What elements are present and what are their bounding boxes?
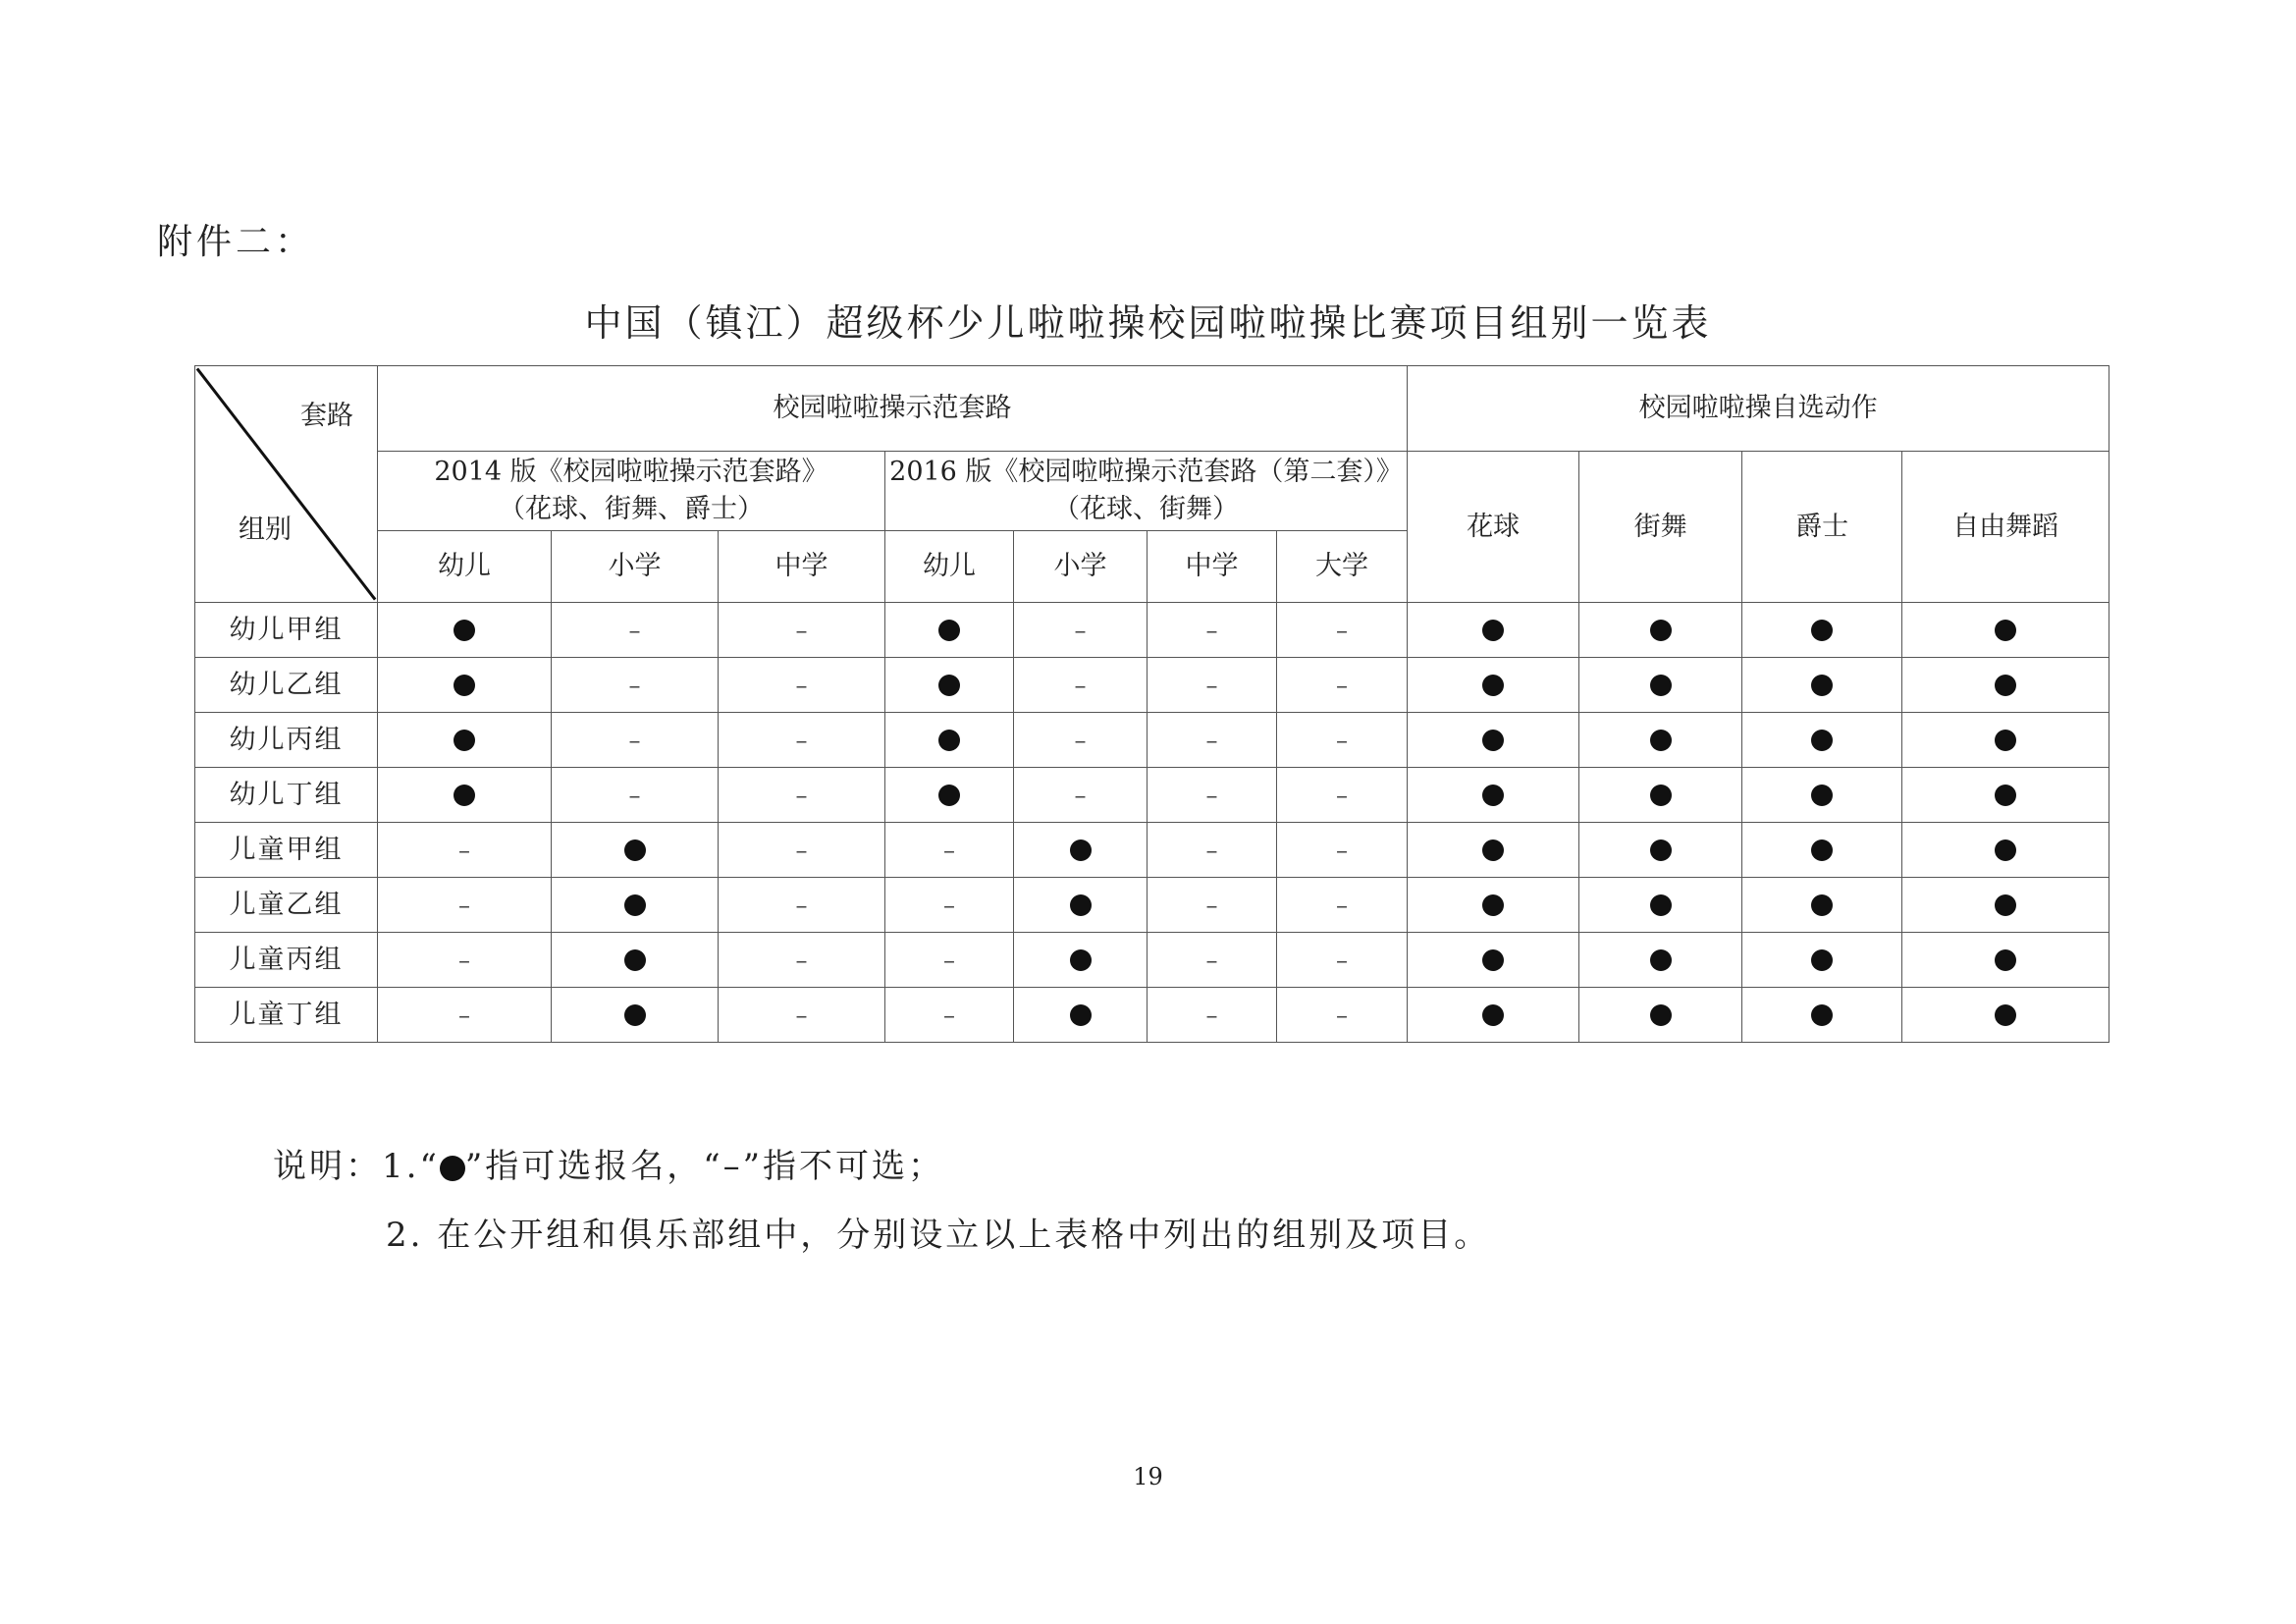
unavailable-cell	[1148, 823, 1277, 878]
available-dot-icon	[1650, 894, 1672, 916]
available-dot-icon	[1070, 949, 1092, 971]
available-dot-icon	[1995, 1004, 2016, 1026]
available-cell	[1014, 823, 1148, 878]
header-2016-university: 大学	[1277, 531, 1408, 603]
unavailable-dash: –	[1336, 946, 1349, 974]
available-dot-icon	[1482, 785, 1504, 806]
available-dot-icon	[1811, 1004, 1833, 1026]
available-dot-icon	[1482, 894, 1504, 916]
unavailable-dash: –	[628, 671, 641, 699]
available-dot-icon	[624, 894, 646, 916]
unavailable-cell	[1014, 603, 1148, 658]
available-dot-icon	[938, 675, 960, 696]
available-dot-icon	[1482, 675, 1504, 696]
unavailable-cell	[552, 658, 719, 713]
unavailable-dash: –	[795, 781, 808, 809]
unavailable-dash: –	[1205, 836, 1218, 864]
available-dot-icon	[938, 730, 960, 751]
table-title: 中国（镇江）超级杯少儿啦啦操校园啦啦操比赛项目组别一览表	[584, 301, 1712, 345]
available-cell	[1014, 933, 1148, 988]
unavailable-dash: –	[943, 836, 955, 864]
available-dot-icon	[454, 620, 475, 641]
unavailable-dash: –	[943, 891, 955, 919]
available-dot-icon	[1650, 949, 1672, 971]
unavailable-dash: –	[1336, 1001, 1349, 1029]
group-label: 幼儿丙组	[195, 713, 378, 768]
unavailable-cell	[719, 603, 885, 658]
unavailable-cell	[552, 713, 719, 768]
unavailable-cell	[378, 878, 552, 933]
available-cell	[1408, 768, 1579, 823]
unavailable-cell	[1148, 658, 1277, 713]
available-dot-icon	[454, 730, 475, 751]
header-edition-2014	[378, 452, 885, 531]
unavailable-cell	[1277, 768, 1408, 823]
unavailable-dash: –	[1074, 781, 1087, 809]
unavailable-cell	[1148, 933, 1277, 988]
header-free-jazz: 爵士	[1742, 452, 1902, 603]
available-dot-icon	[1995, 730, 2016, 751]
available-dot-icon	[1811, 949, 1833, 971]
available-cell	[1408, 603, 1579, 658]
unavailable-dash: –	[943, 1001, 955, 1029]
unavailable-cell	[885, 823, 1014, 878]
unavailable-dash: –	[628, 726, 641, 754]
unavailable-cell	[552, 768, 719, 823]
available-cell	[552, 933, 719, 988]
table-row	[195, 823, 2109, 878]
table-row	[195, 658, 2109, 713]
available-cell	[1742, 878, 1902, 933]
available-dot-icon	[1070, 894, 1092, 916]
available-cell	[1579, 933, 1742, 988]
unavailable-cell	[1148, 878, 1277, 933]
available-dot-icon	[1482, 839, 1504, 861]
available-dot-icon	[1995, 785, 2016, 806]
unavailable-dash: –	[628, 616, 641, 644]
header-free-pompom: 花球	[1408, 452, 1579, 603]
unavailable-cell	[1148, 603, 1277, 658]
unavailable-dash: –	[1336, 781, 1349, 809]
unavailable-cell	[378, 823, 552, 878]
available-cell	[1902, 658, 2109, 713]
available-cell	[1408, 658, 1579, 713]
unavailable-cell	[1014, 768, 1148, 823]
available-cell	[1408, 713, 1579, 768]
available-cell	[1579, 603, 1742, 658]
unavailable-dash: –	[943, 946, 955, 974]
available-cell	[1902, 878, 2109, 933]
header-2014-middle: 中学	[719, 531, 885, 603]
available-cell	[1579, 823, 1742, 878]
unavailable-cell	[719, 768, 885, 823]
available-cell	[885, 603, 1014, 658]
available-cell	[1579, 768, 1742, 823]
available-dot-icon	[1650, 785, 1672, 806]
unavailable-dash: –	[1205, 891, 1218, 919]
available-cell	[378, 768, 552, 823]
unavailable-dash: –	[458, 891, 470, 919]
table-row	[195, 713, 2109, 768]
group-label: 幼儿甲组	[195, 603, 378, 658]
unavailable-cell	[1277, 988, 1408, 1043]
available-dot-icon	[440, 1156, 465, 1181]
unavailable-cell	[378, 988, 552, 1043]
available-dot-icon	[1811, 620, 1833, 641]
unavailable-cell	[719, 988, 885, 1043]
header-2016-primary: 小学	[1014, 531, 1148, 603]
available-cell	[552, 988, 719, 1043]
available-cell	[1579, 713, 1742, 768]
unavailable-dash: –	[795, 616, 808, 644]
unavailable-dash: –	[1205, 1001, 1218, 1029]
unavailable-cell	[1277, 713, 1408, 768]
available-cell	[1742, 823, 1902, 878]
available-dot-icon	[1650, 620, 1672, 641]
unavailable-dash: –	[628, 781, 641, 809]
header-demo-routine: 校园啦啦操示范套路	[378, 366, 1408, 452]
available-cell	[1742, 933, 1902, 988]
table-row	[195, 603, 2109, 658]
unavailable-cell	[1277, 933, 1408, 988]
unavailable-cell	[719, 658, 885, 713]
available-cell	[1579, 658, 1742, 713]
header-2016-preschool: 幼儿	[885, 531, 1014, 603]
edition-2014-title: 2014 版《校园啦啦操示范套路》	[434, 457, 828, 487]
group-label: 儿童乙组	[195, 878, 378, 933]
unavailable-dash: –	[458, 1001, 470, 1029]
group-label: 儿童丙组	[195, 933, 378, 988]
available-dot-icon	[1482, 620, 1504, 641]
group-label: 儿童丁组	[195, 988, 378, 1043]
unavailable-dash: –	[1205, 946, 1218, 974]
available-dot-icon	[1811, 894, 1833, 916]
available-cell	[1742, 768, 1902, 823]
available-dot-icon	[454, 785, 475, 806]
available-cell	[1408, 933, 1579, 988]
unavailable-cell	[719, 878, 885, 933]
available-cell	[885, 768, 1014, 823]
unavailable-dash: –	[795, 836, 808, 864]
available-cell	[1014, 878, 1148, 933]
available-cell	[1408, 878, 1579, 933]
corner-label-group: 组别	[239, 514, 292, 545]
corner-header-cell	[195, 366, 378, 603]
header-free-dance: 自由舞蹈	[1902, 452, 2109, 603]
available-cell	[1408, 988, 1579, 1043]
unavailable-dash: –	[1336, 891, 1349, 919]
available-dot-icon	[624, 1004, 646, 1026]
available-dot-icon	[1070, 1004, 1092, 1026]
available-cell	[1408, 823, 1579, 878]
available-dot-icon	[1650, 730, 1672, 751]
available-dot-icon	[1650, 839, 1672, 861]
available-cell	[1742, 988, 1902, 1043]
unavailable-cell	[1277, 658, 1408, 713]
available-dot-icon	[1650, 1004, 1672, 1026]
available-cell	[1579, 988, 1742, 1043]
unavailable-dash: –	[1336, 671, 1349, 699]
table-row	[195, 933, 2109, 988]
unavailable-cell	[552, 603, 719, 658]
available-cell	[552, 823, 719, 878]
available-cell	[378, 603, 552, 658]
available-cell	[1742, 603, 1902, 658]
available-dot-icon	[1995, 949, 2016, 971]
available-dot-icon	[624, 949, 646, 971]
unavailable-dash: –	[1336, 836, 1349, 864]
unavailable-dash: –	[1336, 616, 1349, 644]
unavailable-dash: –	[795, 726, 808, 754]
page-number: 19	[1133, 1463, 1163, 1490]
header-2014-primary: 小学	[552, 531, 719, 603]
available-cell	[1902, 713, 2109, 768]
available-cell	[1902, 988, 2109, 1043]
header-2016-middle: 中学	[1148, 531, 1277, 603]
unavailable-cell	[1277, 823, 1408, 878]
unavailable-cell	[1148, 988, 1277, 1043]
available-dot-icon	[1482, 949, 1504, 971]
unavailable-cell	[719, 823, 885, 878]
unavailable-dash: –	[1074, 726, 1087, 754]
header-2014-preschool: 幼儿	[378, 531, 552, 603]
unavailable-cell	[1014, 713, 1148, 768]
unavailable-cell	[719, 933, 885, 988]
table-row	[195, 988, 2109, 1043]
unavailable-dash: –	[795, 946, 808, 974]
available-cell	[885, 713, 1014, 768]
attachment-label: 附件二：	[157, 222, 315, 262]
unavailable-cell	[885, 878, 1014, 933]
edition-2014-items: （花球、街舞、爵士）	[499, 494, 764, 524]
available-cell	[1902, 603, 2109, 658]
available-cell	[378, 713, 552, 768]
unavailable-dash: –	[1336, 726, 1349, 754]
unavailable-dash: –	[458, 836, 470, 864]
available-cell	[1902, 933, 2109, 988]
unavailable-dash: –	[1074, 671, 1087, 699]
available-dot-icon	[454, 675, 475, 696]
unavailable-cell	[378, 933, 552, 988]
available-cell	[552, 878, 719, 933]
unavailable-cell	[885, 933, 1014, 988]
available-dot-icon	[1070, 839, 1092, 861]
available-cell	[1902, 823, 2109, 878]
available-dot-icon	[1995, 839, 2016, 861]
unavailable-cell	[1148, 768, 1277, 823]
available-dot-icon	[624, 839, 646, 861]
available-dot-icon	[1995, 894, 2016, 916]
unavailable-cell	[1277, 603, 1408, 658]
unavailable-dash: –	[795, 891, 808, 919]
unavailable-cell	[1277, 878, 1408, 933]
note-line-1	[273, 1139, 944, 1187]
header-free-choice: 校园啦啦操自选动作	[1408, 366, 2109, 452]
available-dot-icon	[1482, 1004, 1504, 1026]
available-dot-icon	[938, 785, 960, 806]
available-cell	[1902, 768, 2109, 823]
unavailable-dash: –	[458, 946, 470, 974]
available-dot-icon	[938, 620, 960, 641]
unavailable-dash: –	[1205, 781, 1218, 809]
unavailable-dash: –	[1205, 616, 1218, 644]
available-dot-icon	[1650, 675, 1672, 696]
available-cell	[885, 658, 1014, 713]
unavailable-cell	[1014, 658, 1148, 713]
available-cell	[1014, 988, 1148, 1043]
available-cell	[378, 658, 552, 713]
edition-2016-items: （花球、街舞）	[1053, 494, 1240, 524]
available-cell	[1579, 878, 1742, 933]
available-cell	[1742, 658, 1902, 713]
note-line-1-suffix: ”指可选报名，“–”指不可选；	[464, 1147, 944, 1186]
available-cell	[1742, 713, 1902, 768]
note-line-1-prefix: 说明：1.“	[273, 1147, 440, 1186]
available-dot-icon	[1995, 620, 2016, 641]
available-dot-icon	[1811, 675, 1833, 696]
corner-label-routine: 套路	[300, 401, 353, 431]
unavailable-dash: –	[1205, 726, 1218, 754]
available-dot-icon	[1811, 730, 1833, 751]
available-dot-icon	[1811, 839, 1833, 861]
available-dot-icon	[1482, 730, 1504, 751]
header-free-hiphop: 街舞	[1579, 452, 1742, 603]
unavailable-dash: –	[1205, 671, 1218, 699]
unavailable-dash: –	[795, 671, 808, 699]
unavailable-dash: –	[1074, 616, 1087, 644]
unavailable-cell	[885, 988, 1014, 1043]
header-edition-2016	[885, 452, 1408, 531]
group-label: 儿童甲组	[195, 823, 378, 878]
table-row	[195, 878, 2109, 933]
edition-2016-title: 2016 版《校园啦啦操示范套路（第二套）》	[889, 457, 1403, 487]
available-dot-icon	[1811, 785, 1833, 806]
unavailable-cell	[1148, 713, 1277, 768]
table-row	[195, 768, 2109, 823]
note-line-2: 2. 在公开组和俱乐部组中，分别设立以上表格中列出的组别及项目。	[386, 1216, 1491, 1255]
group-label: 幼儿乙组	[195, 658, 378, 713]
unavailable-cell	[719, 713, 885, 768]
category-table	[194, 365, 2109, 1043]
unavailable-dash: –	[795, 1001, 808, 1029]
group-label: 幼儿丁组	[195, 768, 378, 823]
available-dot-icon	[1995, 675, 2016, 696]
